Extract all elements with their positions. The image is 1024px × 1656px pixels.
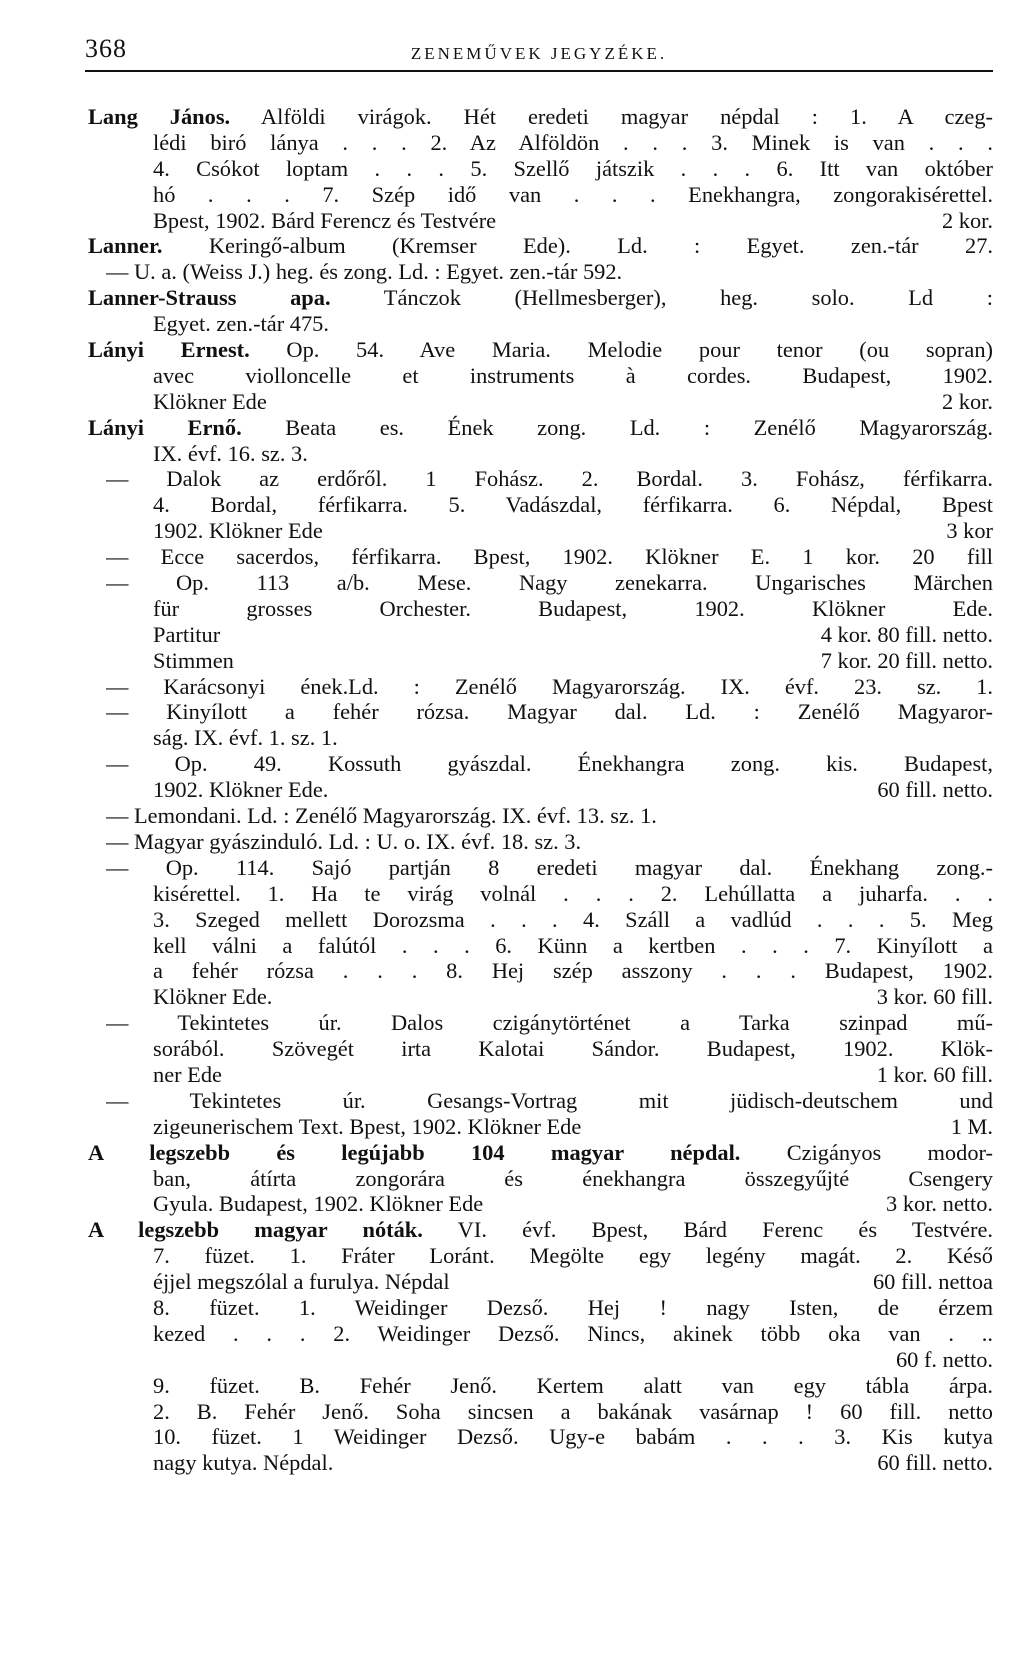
line-text (153, 648, 234, 674)
line-text (153, 1243, 993, 1268)
entry-text: Keringő-album (Kremser Ede). Ld. : Egyet. zen.-tár 27. (162, 233, 993, 259)
line-text (153, 1191, 483, 1217)
line-text (153, 1166, 993, 1191)
price: 2 kor. (941, 388, 993, 414)
entry-text: 1902. Klökner Ede. (153, 777, 329, 803)
entry-text: — Op. 113 a/b. Mese. Nagy zenekarra. Ungarisches Märchen (106, 570, 993, 596)
line-text (106, 829, 581, 854)
catalog-line (106, 829, 993, 855)
entry-text: nagy kutya. Népdal. (153, 1450, 334, 1476)
entry-text: VI. évf. Bpest, Bárd Ferenc és Testvére. (422, 1217, 993, 1243)
price: 4 kor. 80 fill. netto. (820, 621, 993, 647)
catalog-line (153, 958, 993, 984)
catalog-line (153, 130, 993, 156)
catalog-line (153, 648, 993, 674)
line-text (153, 1269, 450, 1295)
line-text (106, 674, 993, 699)
price: 1 kor. 60 fill. (876, 1061, 993, 1087)
entry-heading: Lanner-Strauss apa. (88, 285, 331, 311)
price: 3 kor. 60 fill. (876, 984, 993, 1010)
catalog-line (106, 570, 993, 596)
entry-text: Beata es. Ének zong. Ld. : Zenélő Magyarország. (241, 414, 993, 440)
line-text (88, 337, 993, 362)
entry-text: Partitur (153, 621, 221, 647)
price: 3 kor (946, 518, 993, 544)
line-text (106, 699, 993, 724)
price: 60 fill. nettoa (872, 1269, 993, 1295)
entry-text: — Karácsonyi ének.Ld. : Zenélő Magyarország. IX. évf. 23. sz. 1. (106, 673, 993, 699)
catalog-line (106, 1010, 993, 1036)
entry-text: — U. a. (Weiss J.) heg. és zong. Ld. : Egyet. zen.-tár 592. (106, 259, 623, 285)
entry-text: kisérettel. 1. Ha te virág volnál . . . 2. Lehúllatta a juharfa. . . (153, 880, 993, 906)
catalog-entries (88, 104, 993, 1476)
catalog-line (106, 803, 993, 829)
catalog-line (88, 1140, 993, 1166)
line-text (106, 570, 993, 595)
entry-text: 8. füzet. 1. Weidinger Dezső. Hej ! nagy Isten, de érzem (153, 1294, 993, 1320)
catalog-line (153, 1424, 993, 1450)
line-text (153, 441, 308, 466)
catalog-line (106, 751, 993, 777)
line-text (88, 233, 993, 258)
entry-text: Op. 54. Ave Maria. Melodie pour tenor (ou sopran) (249, 337, 993, 363)
entry-text: 10. füzet. 1 Weidinger Dezső. Ugy-e babám . . . 3. Kis kutya (153, 1424, 993, 1450)
entry-text: — Tekintetes úr. Gesangs-Vortrag mit jüdisch-deutschem und (106, 1087, 993, 1113)
catalog-line (88, 233, 993, 259)
catalog-line (153, 1166, 993, 1192)
entry-text: Alföldi virágok. Hét eredeti magyar népdal : 1. A czeg- (230, 104, 993, 129)
entry-text: 2. B. Fehér Jenő. Soha sincsen a bakának vasárnap ! 60 fill. netto (153, 1398, 993, 1424)
catalog-line (153, 1243, 993, 1269)
line-text (153, 984, 272, 1010)
price: 1 M. (950, 1113, 993, 1139)
catalog-line (153, 907, 993, 933)
catalog-line (153, 1399, 993, 1425)
catalog-line (153, 1321, 993, 1347)
catalog-line (88, 415, 993, 441)
line-text (153, 1373, 993, 1398)
running-head: ZENEMŰVEK JEGYZÉKE. (410, 44, 668, 63)
line-text (106, 259, 622, 284)
header-rule (85, 70, 993, 72)
catalog-line (153, 311, 993, 337)
entry-text: 7. füzet. 1. Fráter Loránt. Megölte egy legény magát. 2. Késő (153, 1243, 993, 1269)
line-text (153, 1295, 993, 1320)
entry-text: Tánczok (Hellmesberger), heg. solo. Ld : (330, 285, 993, 311)
entry-text: 3. Szeged mellett Dorozsma . . . 4. Száll a vadlúd . . . 5. Meg (153, 906, 993, 932)
catalog-line (153, 1036, 993, 1062)
line-text (106, 751, 993, 776)
catalog-line (153, 1347, 993, 1373)
entry-text: Gyula. Budapest, 1902. Klökner Ede (153, 1191, 484, 1217)
catalog-line (106, 855, 993, 881)
entry-text: Klökner Ede. (153, 984, 273, 1010)
line-text (153, 389, 267, 415)
line-text (153, 492, 993, 517)
entry-text: — Dalok az erdőről. 1 Fohász. 2. Bordal. 3. Fohász, férfikarra. (106, 466, 993, 492)
entry-text: zigeunerischem Text. Bpest, 1902. Klökner Ede (153, 1113, 582, 1139)
catalog-line (153, 1295, 993, 1321)
line-text (88, 104, 993, 129)
line-text (153, 1062, 222, 1088)
entry-heading: Lányi Ernest. (88, 337, 250, 363)
line-text (106, 544, 993, 569)
entry-text: 1902. Klökner Ede (153, 518, 323, 544)
entry-text: hó . . . 7. Szép idő van . . . Enekhangra, zongorakisérettel. (153, 181, 993, 207)
catalog-line (153, 622, 993, 648)
catalog-line (153, 363, 993, 389)
catalog-line (88, 104, 993, 130)
line-text (106, 466, 993, 491)
catalog-line (153, 1191, 993, 1217)
entry-text: a fehér rózsa . . . 8. Hej szép asszony . . . Budapest, 1902. (153, 958, 993, 984)
line-text (88, 285, 993, 310)
line-text (153, 958, 993, 983)
catalog-line (153, 984, 993, 1010)
line-text (106, 1010, 993, 1035)
catalog-line (88, 1217, 993, 1243)
catalog-line (88, 337, 993, 363)
line-text (153, 130, 993, 155)
line-text (153, 933, 993, 958)
catalog-line (106, 674, 993, 700)
catalog-line (153, 208, 993, 234)
entry-text: kell válni a falútól . . . 6. Künn a kertben . . . 7. Kinyílott a (153, 932, 993, 958)
line-text (153, 1399, 993, 1424)
catalog-line (106, 1088, 993, 1114)
entry-text: — Op. 49. Kossuth gyászdal. Énekhangra zong. kis. Budapest, (106, 751, 993, 777)
entry-text: — Op. 114. Sajó partján 8 eredeti magyar dal. Énekhang zong.- (106, 854, 993, 880)
entry-heading: Lanner. (88, 233, 163, 259)
entry-text: IX. évf. 16. sz. 3. (153, 440, 308, 466)
entry-text: avec violloncelle et instruments à cordes. Budapest, 1902. (153, 362, 993, 388)
line-text (153, 907, 993, 932)
entry-text: — Ecce sacerdos, férfikarra. Bpest, 1902. Klökner E. 1 kor. 20 fill (106, 544, 993, 570)
catalog-line (153, 881, 993, 907)
line-text (88, 415, 993, 440)
price: 60 fill. netto. (877, 777, 993, 803)
entry-text: Stimmen (153, 647, 234, 673)
line-text (106, 1088, 993, 1113)
price: 2 kor. (941, 207, 993, 233)
line-text (153, 182, 993, 207)
line-text (153, 1424, 993, 1449)
entry-text: Egyet. zen.-tár 475. (153, 311, 329, 337)
entry-text: Klökner Ede (153, 388, 267, 414)
line-text (153, 1450, 333, 1476)
catalog-line (153, 518, 993, 544)
catalog-line (153, 1269, 993, 1295)
entry-text: — Kinyílott a fehér rózsa. Magyar dal. Ld. : Zenélő Magyaror- (106, 699, 993, 725)
line-text (153, 311, 329, 336)
line-text (153, 1321, 993, 1346)
line-text (153, 622, 220, 648)
entry-heading: Lányi Ernő. (88, 414, 242, 440)
catalog-line (153, 441, 993, 467)
price: 60 f. netto. (895, 1346, 993, 1372)
catalog-line (153, 1062, 993, 1088)
line-text (106, 855, 993, 880)
catalog-line (153, 777, 993, 803)
line-text (88, 1140, 993, 1165)
entry-text: ner Ede (153, 1061, 222, 1087)
catalog-line (153, 596, 993, 622)
catalog-line (153, 156, 993, 182)
entry-heading: A legszebb magyar nóták. (88, 1217, 423, 1243)
catalog-line (153, 182, 993, 208)
catalog-line (153, 1114, 993, 1140)
page-header (85, 24, 993, 64)
line-text (153, 725, 338, 750)
line-text (153, 156, 993, 181)
line-text (88, 1217, 993, 1242)
entry-text: ban, átírta zongorára és énekhangra összegyűjté Csengery (153, 1165, 993, 1191)
entry-text: 9. füzet. B. Fehér Jenő. Kertem alatt van egy tábla árpa. (153, 1372, 993, 1398)
catalog-line (88, 285, 993, 311)
entry-text: — Lemondani. Ld. : Zenélő Magyarország. IX. évf. 13. sz. 1. (106, 803, 657, 829)
page-number: 368 (85, 34, 127, 63)
entry-text: lédi biró lánya . . . 2. Az Alföldön . . . 3. Minek is van . . . (153, 129, 993, 155)
line-text (153, 363, 993, 388)
line-text (153, 596, 993, 621)
line-text (153, 777, 328, 803)
entry-text: — Tekintetes úr. Dalos czigánytörténet a Tarka szinpad mű- (106, 1010, 993, 1036)
catalog-line (106, 699, 993, 725)
entry-heading: A legszebb és legújabb 104 magyar népdal. (88, 1139, 741, 1165)
catalog-line (153, 492, 993, 518)
line-text (153, 208, 496, 234)
price: 3 kor. netto. (886, 1191, 993, 1217)
line-text (153, 518, 323, 544)
entry-text: für grosses Orchester. Budapest, 1902. Klökner Ede. (153, 595, 993, 621)
entry-text: éjjel megszólal a furulya. Népdal (153, 1269, 450, 1295)
catalog-line (153, 389, 993, 415)
entry-text: 4. Csókot loptam . . . 5. Szellő játszik . . . 6. Itt van október (153, 155, 993, 181)
entry-text: 4. Bordal, férfikarra. 5. Vadászdal, férfikarra. 6. Népdal, Bpest (153, 492, 993, 518)
catalog-line (106, 259, 993, 285)
entry-heading: Lang János. (88, 104, 231, 129)
line-text (153, 881, 993, 906)
entry-text: ság. IX. évf. 1. sz. 1. (153, 725, 338, 751)
line-text (153, 1036, 993, 1061)
line-text (153, 1114, 581, 1140)
entry-text: — Magyar gyászinduló. Ld. : U. o. IX. évf. 18. sz. 3. (106, 828, 582, 854)
catalog-line (106, 466, 993, 492)
entry-text: Czigányos modor- (740, 1139, 993, 1165)
entry-text: Bpest, 1902. Bárd Ferencz és Testvére (153, 207, 497, 233)
catalog-line (153, 725, 993, 751)
catalog-line (153, 1450, 993, 1476)
catalog-line (153, 1373, 993, 1399)
entry-text: sorából. Szövegét irta Kalotai Sándor. Budapest, 1902. Klök- (153, 1036, 993, 1062)
price: 7 kor. 20 fill. netto. (820, 647, 993, 673)
catalog-line (106, 544, 993, 570)
catalog-line (153, 933, 993, 959)
line-text (106, 803, 657, 828)
entry-text: kezed . . . 2. Weidinger Dezső. Nincs, akinek több oka van . .. (153, 1320, 993, 1346)
price: 60 fill. netto. (877, 1450, 993, 1476)
